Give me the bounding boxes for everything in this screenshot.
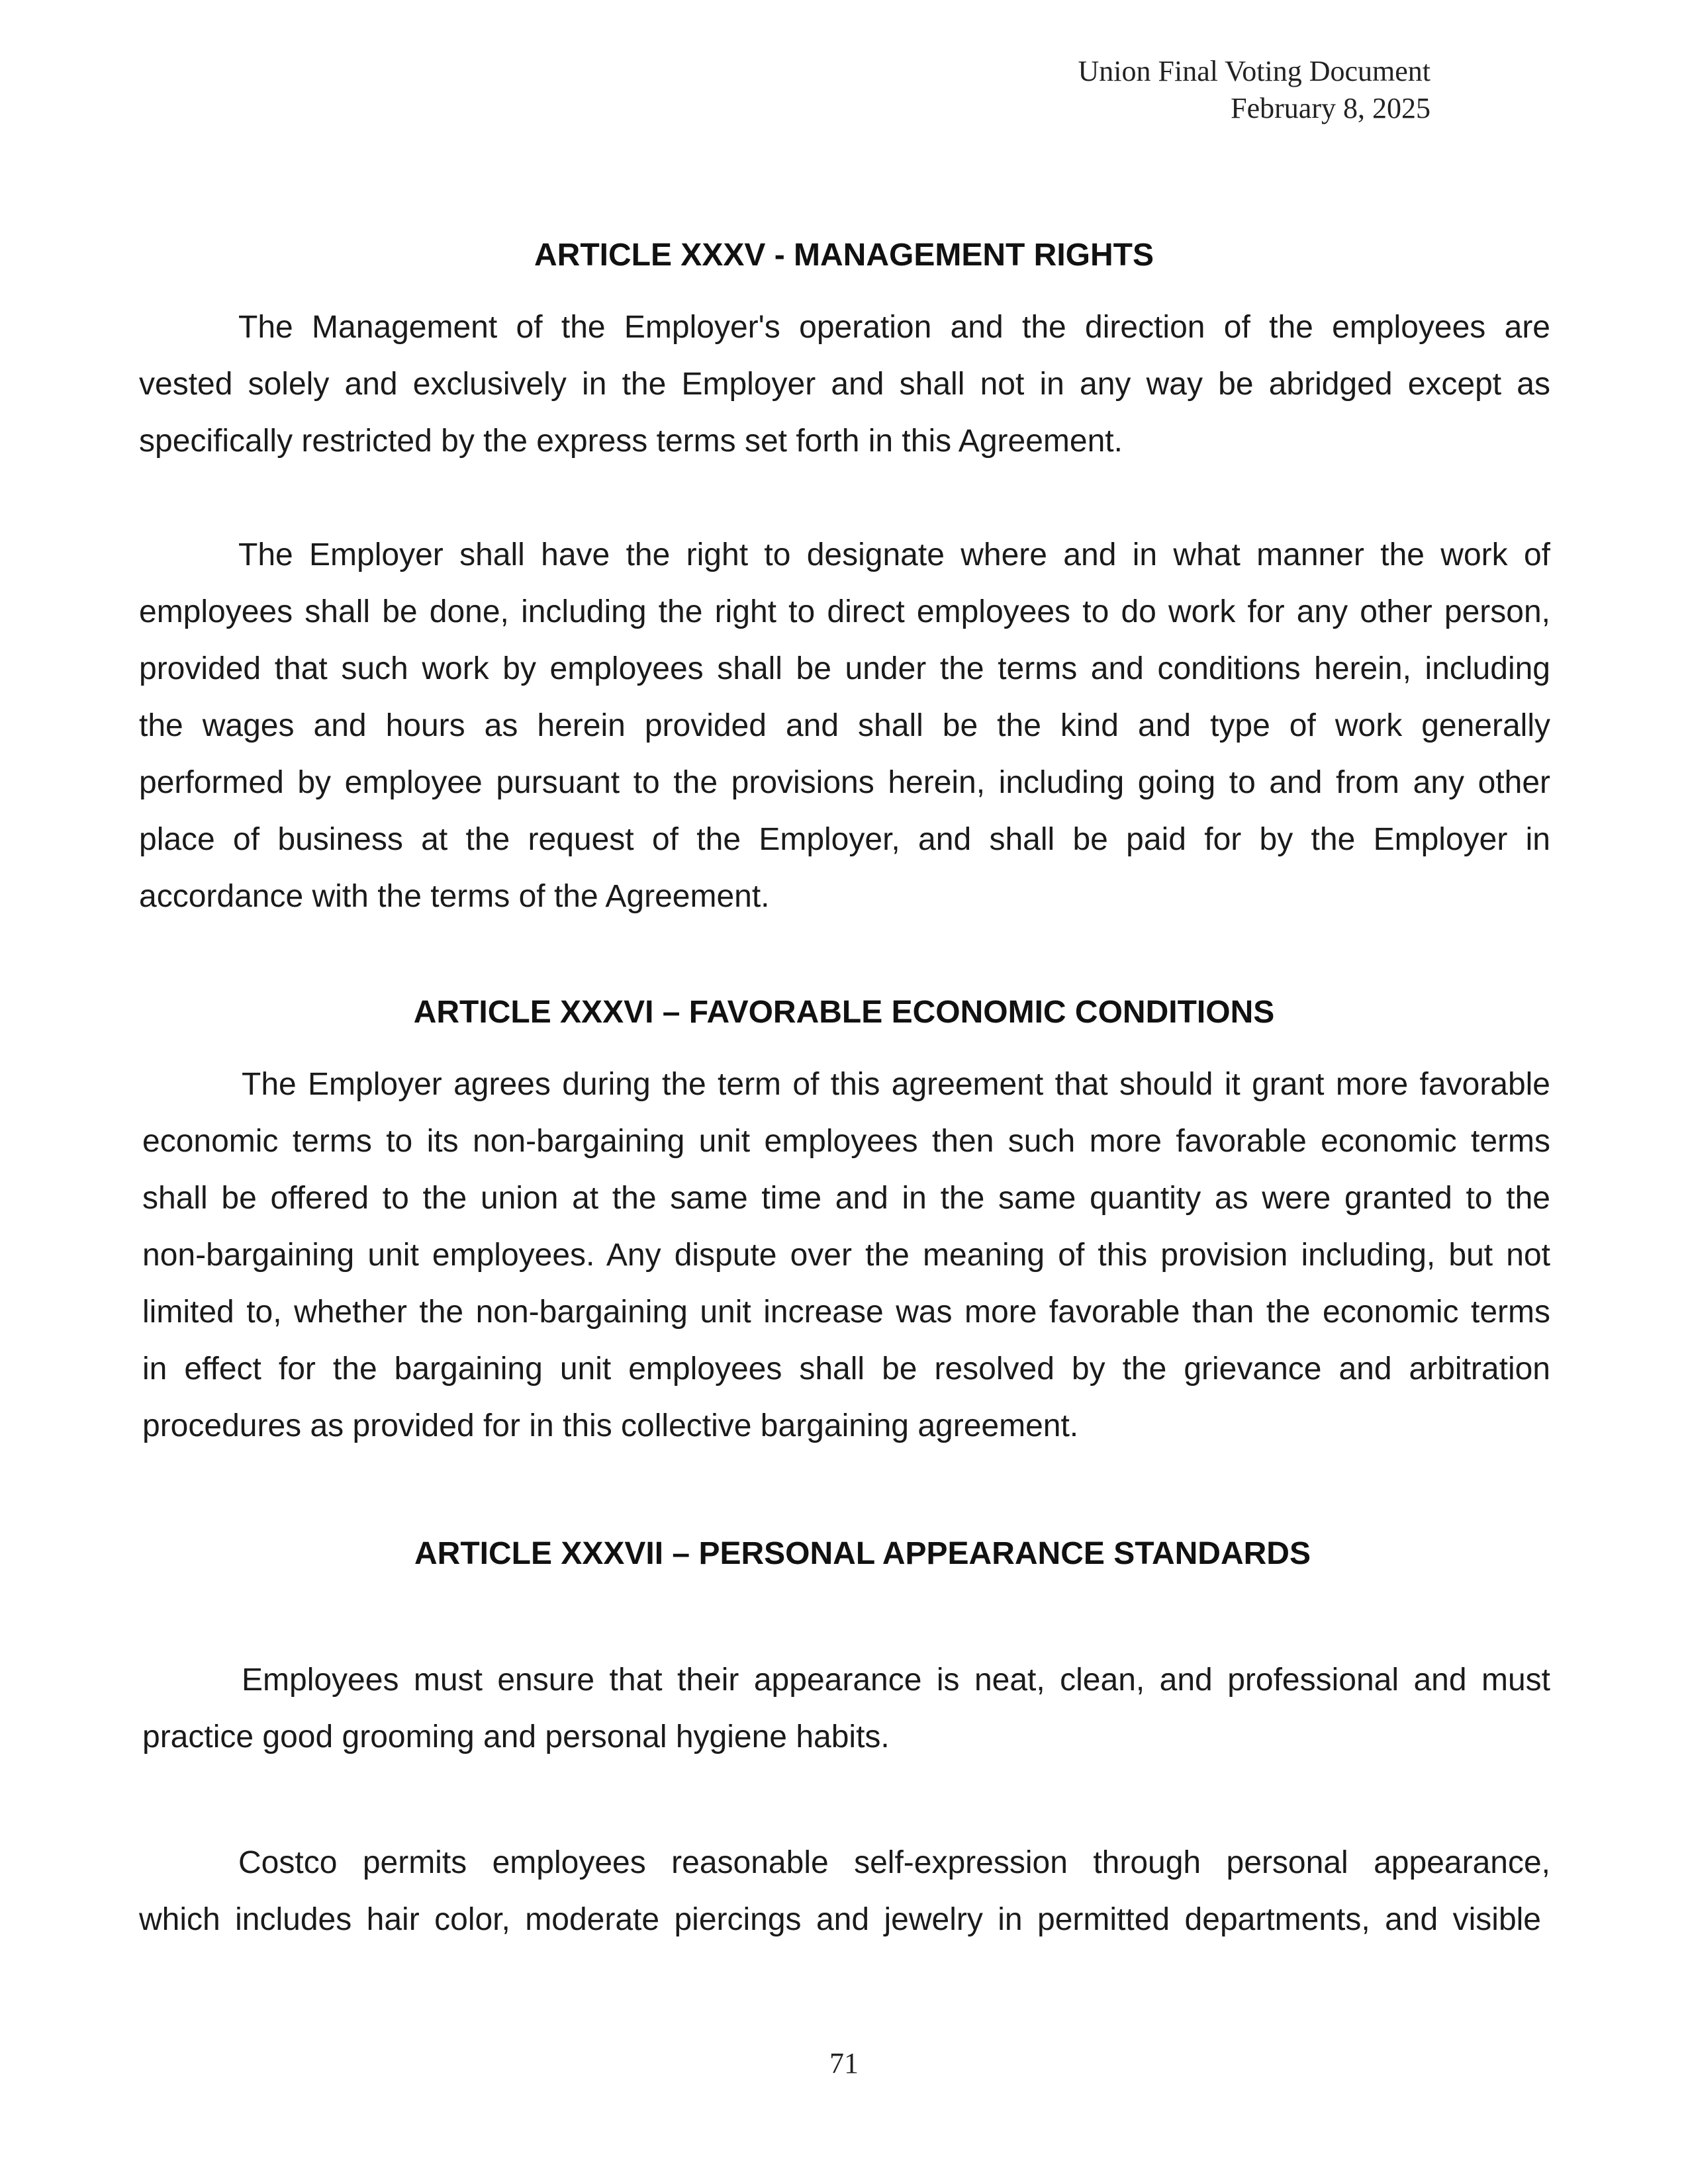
paragraph-line: limited to, whether the non-bargaining unit increase was more favorable than the economic terms	[142, 1295, 1550, 1330]
paragraph-line: employees shall be done, including the right to direct employees to do work for any other person,	[139, 594, 1550, 629]
paragraph-line: place of business at the request of the Employer, and shall be paid for by the Employer in	[139, 822, 1550, 857]
paragraph-line: The Employer shall have the right to designate where and in what manner the work of	[238, 537, 1550, 572]
article-36-paragraph-1	[142, 1056, 1550, 1455]
article-35-paragraph-2	[139, 527, 1550, 925]
paragraph-line: shall be offered to the union at the same time and in the same quantity as were granted to the	[142, 1181, 1550, 1216]
paragraph-line: which includes hair color, moderate piercings and jewelry in permitted departments, and visible	[139, 1902, 1541, 1937]
paragraph-line: the wages and hours as herein provided and shall be the kind and type of work generally	[139, 708, 1550, 743]
header-date: February 8, 2025	[1231, 92, 1430, 124]
paragraph-line: accordance with the terms of the Agreement.	[139, 879, 770, 914]
header-title: Union Final Voting Document	[1078, 55, 1430, 87]
paragraph-line: The Management of the Employer's operation and the direction of the employees are	[238, 310, 1550, 345]
page-number: 71	[829, 2047, 859, 2079]
paragraph-line: The Employer agrees during the term of this agreement that should it grant more favorable	[242, 1067, 1550, 1102]
paragraph-line: specifically restricted by the express terms set forth in this Agreement.	[139, 424, 1123, 459]
article-37-paragraph-1	[142, 1652, 1550, 1766]
paragraph-line: non-bargaining unit employees. Any dispute over the meaning of this provision including, but not	[142, 1238, 1550, 1273]
paragraph-line: practice good grooming and personal hygiene habits.	[142, 1719, 890, 1754]
paragraph-line: in effect for the bargaining unit employees shall be resolved by the grievance and arbitration	[142, 1351, 1550, 1387]
paragraph-line: Costco permits employees reasonable self-expression through personal appearance,	[238, 1845, 1550, 1880]
paragraph-line: vested solely and exclusively in the Employer and shall not in any way be abridged except as	[139, 367, 1550, 402]
paragraph-line: Employees must ensure that their appearance is neat, clean, and professional and must	[242, 1662, 1550, 1698]
article-35-heading: ARTICLE XXXV - MANAGEMENT RIGHTS	[534, 238, 1154, 273]
paragraph-line: provided that such work by employees shall be under the terms and conditions herein, including	[139, 651, 1550, 686]
article-35-paragraph-1	[139, 299, 1550, 470]
paragraph-line: economic terms to its non-bargaining unit employees then such more favorable economic terms	[142, 1124, 1550, 1159]
article-37-paragraph-2	[139, 1835, 1550, 1948]
document-header	[835, 53, 1430, 127]
paragraph-line: performed by employee pursuant to the provisions herein, including going to and from any other	[139, 765, 1550, 800]
paragraph-line: procedures as provided for in this collective bargaining agreement.	[142, 1408, 1079, 1443]
article-36-heading: ARTICLE XXXVI – FAVORABLE ECONOMIC CONDITIONS	[413, 995, 1275, 1030]
article-37-heading: ARTICLE XXXVII – PERSONAL APPEARANCE STANDARDS	[414, 1536, 1311, 1571]
